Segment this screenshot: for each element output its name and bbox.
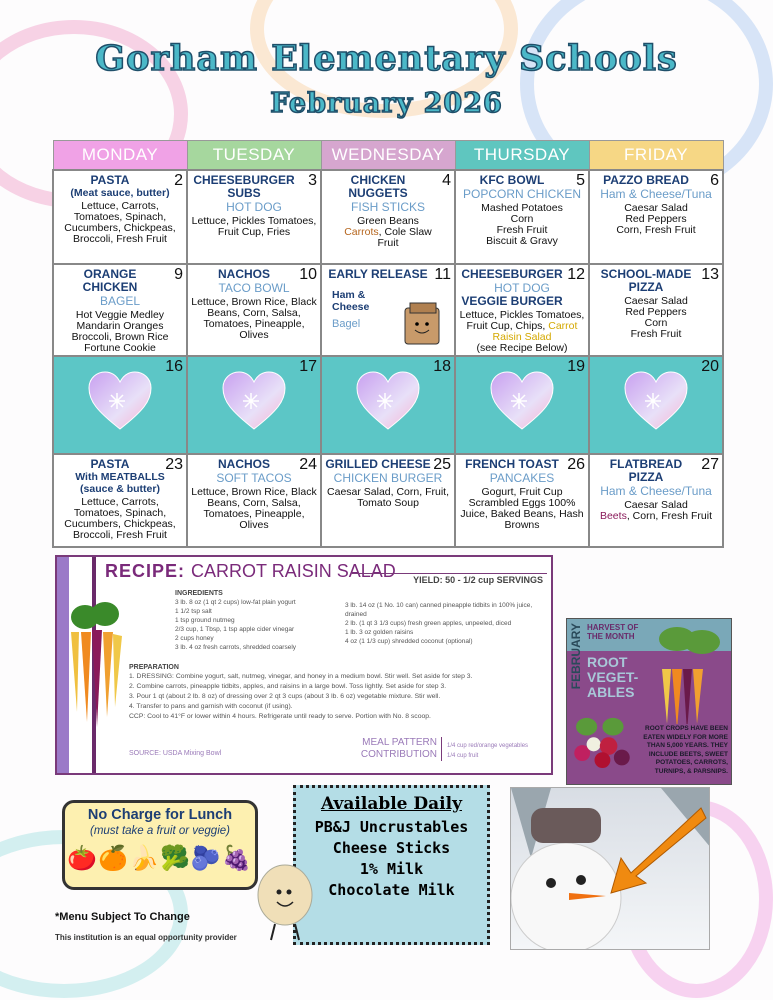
day-number: 16 [165,358,183,375]
ingredient: 3 lb. 14 oz (1 No. 10 can) canned pineapple tidbits in 100% juice, drained [345,602,533,618]
no-charge-title: No Charge for Lunch [87,807,233,823]
entree-name: CHEESEBURGER SUBS [193,173,295,200]
side-dishes [56,310,184,354]
side-item: Mashed Potatoes [481,202,563,214]
side-dishes [56,497,184,541]
harvest-month: FEBRUARY [569,623,583,690]
alternate-entree: FISH STICKS [350,200,425,214]
entree-detail: Ham & Cheese [332,289,370,313]
alternate-entree: SOFT TACOS [216,471,292,485]
entree-name: CHICKEN NUGGETS [348,173,408,200]
harvest-label: HARVEST OF THE MONTH [587,623,639,641]
day-number: 25 [433,456,451,473]
day-header-tuesday: TUESDAY [187,141,321,171]
side-item: Hot Veggie Medley [75,309,165,321]
available-daily-box [293,785,490,945]
day-cell [321,264,455,356]
side-item: , Cole Slaw [378,226,432,238]
cookie-character-icon [255,860,315,945]
available-item: PB&J Uncrustables [314,818,469,836]
side-item: Caesar Salad [624,499,688,511]
preparation-step: 1. DRESSING: Combine yogurt, salt, nutmeg, vinegar, and honey in a medium bowl. Stir well. Set aside for step 3. [129,673,473,680]
side-item: Fresh Fruit [496,224,548,236]
snowman-photo [510,787,710,950]
day-number: 11 [434,266,451,283]
side-item: Caesar Salad [624,295,688,307]
side-item: Red Peppers [625,306,687,318]
harvest-of-the-month-poster [566,618,732,785]
entree-name: PAZZO BREAD [603,173,689,187]
ingredient: 1 lb. 3 oz golden raisins [345,629,414,636]
side-line [458,343,586,354]
day-cell [321,356,455,454]
day-number: 20 [701,358,719,375]
day-header-monday: MONDAY [53,141,187,171]
side-dishes [190,216,318,238]
entree-detail: With MEATBALLS [75,471,165,483]
day-cell [455,454,589,547]
side-dishes [592,203,720,236]
fruit-veggie-icon: 🍊 [98,845,130,872]
harvest-title: ROOT VEGET-ABLES [587,654,639,700]
side-line [324,487,452,509]
side-line [458,236,586,247]
ingredients-right [345,601,545,646]
day-number: 3 [308,172,317,189]
snowflake-heart-icon [489,371,555,431]
menu-calendar [52,140,724,548]
entree-name: ORANGE CHICKEN [82,267,138,294]
snowflake-heart-icon [221,371,287,431]
side-dishes [190,297,318,341]
fruit-veggie-icon: 🫐 [190,845,222,872]
day-cell [589,356,723,454]
ingredient: 2/3 cup, 1 Tbsp, 1 tsp apple cider vinegar [175,626,295,633]
alternate-entree: HOT DOG [226,200,282,214]
side-line [458,487,586,531]
side-dishes [458,203,586,247]
day-cell [455,356,589,454]
side-dishes [592,296,720,340]
side-line [190,487,318,531]
school-title: Gorham Elementary Schools [95,38,678,79]
available-title: Available Daily [321,794,462,814]
meal-pattern-item: 1/4 cup red/orange vegetables [447,743,529,749]
alternate-entree: BAGEL [99,294,141,308]
side-item: , Corn, Fresh Fruit [626,510,713,522]
day-number: 24 [299,456,317,473]
ingredient: 3 lb. 8 oz (1 qt 2 cups) low-fat plain yogurt [175,599,296,606]
entree-name: GRILLED CHEESE [325,457,431,471]
entree-name: CHEESEBURGER [461,267,563,281]
preparation-heading: PREPARATION [129,664,179,671]
recipe-yield: YIELD: 50 - 1/2 cup SERVINGS [413,575,543,585]
preparation-step: CCP: Cool to 41°F or lower within 4 hours. Refrigerate until ready to serve. Portion with No. 8 scoop. [129,713,431,720]
side-item: Caesar Salad, Corn, Fruit, Tomato Soup [327,486,449,509]
side-line [592,329,720,340]
day-header-thursday: THURSDAY [455,141,589,171]
snowflake-heart-icon [623,371,689,431]
day-number: 4 [442,172,451,189]
day-number: 23 [165,456,183,473]
side-item: Carrot Raisin Salad [492,320,578,343]
harvest-text: ROOT CROPS HAVE BEEN EATEN WIDELY FOR MORE THAN 5,000 YEARS. THEY INCLUDE BEETS, SWEET POTATOES, CARROTS, TURNIPS, & PARSNIPS. [643,725,728,775]
ingredient: 1 tsp ground nutmeg [175,617,235,624]
side-item: Caesar Salad [624,202,688,214]
day-number: 10 [299,266,317,283]
side-item: Lettuce, Carrots, Tomatoes, Spinach, Cucumbers, Chickpeas, Broccoli, Fresh Fruit [64,200,176,245]
meal-pattern-label: MEAL PATTERN CONTRIBUTION [357,737,442,761]
alternate-entree: HOT DOG [494,281,550,295]
day-cell [589,170,723,264]
menu-change-note: *Menu Subject To Change [55,911,190,923]
side-item: Fruit [377,237,399,249]
ingredient: 1 1/2 tsp salt [175,608,212,615]
side-item: Biscuit & Gravy [486,235,558,247]
available-item: 1% Milk [359,860,424,878]
entree-name: FLATBREAD PIZZA [609,457,683,484]
month-title: February 2026 [270,88,503,119]
snowflake-heart-icon [87,371,153,431]
side-item: Red Peppers [625,213,687,225]
alternate-entree: PANCAKES [489,471,555,485]
ingredient: 2 lb. (1 qt 3 1/3 cups) fresh green apples, unpeeled, diced [345,620,512,627]
day-number: 2 [174,172,183,189]
alternate-entree: CHICKEN BURGER [333,471,443,485]
side-item: Corn, Fresh Fruit [616,224,696,236]
alternate-entree: Ham & Cheese/Tuna [600,187,712,201]
lunch-bag-icon [402,302,442,349]
day-number: 13 [701,266,719,283]
carrots-illustration-icon [647,624,727,724]
day-cell [187,264,321,356]
entree-name: NACHOS [217,267,270,281]
entree-detail: (sauce & butter) [80,483,160,495]
side-line [56,497,184,541]
entree-name: VEGGIE BURGER [461,294,563,308]
ingredients-left [175,589,340,652]
side-item: Lettuce, Pickles Tomatoes, Fruit Cup, Fries [191,215,317,238]
day-header-wednesday: WEDNESDAY [321,141,455,171]
ingredients-heading: INGREDIENTS [175,590,223,597]
alternate-entree: TACO BOWL [218,281,290,295]
side-item: Lettuce, Pickles Tomatoes, Fruit Cup, Chips, [459,309,585,332]
day-cell [589,264,723,356]
day-cell [455,170,589,264]
day-cell [53,454,187,547]
day-cell [187,454,321,547]
preparation [129,663,549,722]
entree-name: KFC BOWL [479,173,545,187]
fruit-veggie-icon: 🍌 [129,845,160,872]
side-line [592,511,720,522]
divider [352,573,547,574]
side-item: Lettuce, Brown Rice, Black Beans, Corn, Salsa, Tomatoes, Pineapple, Olives [191,486,317,531]
day-cell [321,454,455,547]
meal-pattern-item: 1/4 cup fruit [447,753,479,759]
day-cell [455,264,589,356]
preparation-step: 4. Transfer to pans and garnish with coconut (if using). [129,703,293,710]
side-item: Corn [644,317,668,329]
side-item: (see Recipe Below) [476,342,568,354]
side-item: Carrots [344,226,379,238]
day-number: 18 [433,358,451,375]
preparation-step: 2. Combine carrots, pineapple tidbits, apples, and raisins in a large bowl. Toss lightly. Set aside for step 3. [129,683,447,690]
side-item: Lettuce, Carrots, Tomatoes, Spinach, Cucumbers, Chickpeas, Broccoli, Fresh Fruit [64,496,176,541]
side-dishes [458,310,586,354]
alternate-entree: Bagel [332,318,361,330]
day-header-friday: FRIDAY [589,141,723,171]
day-number: 17 [299,358,317,375]
fruit-veggie-icon: 🍇 [221,845,253,872]
side-item: Fresh Fruit [630,328,682,340]
day-cell [53,170,187,264]
day-cell [187,356,321,454]
side-line [592,225,720,236]
side-item: Lettuce, Brown Rice, Black Beans, Corn, Salsa, Tomatoes, Pineapple, Olives [191,296,317,341]
day-number: 26 [567,456,585,473]
available-item: Chocolate Milk [328,881,455,899]
entree-detail: (Meat sauce, butter) [70,187,170,199]
no-charge-lunch-box [62,800,258,890]
day-cell [53,356,187,454]
recipe-source: SOURCE: USDA Mixing Bowl [129,750,222,757]
recipe-label: RECIPE: [105,561,186,581]
side-dishes [56,201,184,245]
side-line [324,238,452,249]
side-line [458,310,586,343]
day-number: 19 [567,358,585,375]
side-item: Mandarin Oranges [76,320,164,332]
side-item: Broccoli, Brown Rice [71,331,169,343]
day-cell [589,454,723,547]
side-item: Corn [510,213,534,225]
entree-name: EARLY RELEASE [328,267,428,281]
no-charge-subtitle: (must take a fruit or veggie) [90,825,230,837]
day-number: 27 [701,456,719,473]
entree-name: SCHOOL-MADE PIZZA [600,267,692,294]
side-dishes [190,487,318,531]
day-number: 5 [576,172,585,189]
side-dishes [458,487,586,531]
ingredient: 2 cups honey [175,635,214,642]
fruit-veggie-icon: 🥦 [160,845,191,872]
snowflake-heart-icon [355,371,421,431]
side-line [56,343,184,354]
side-line [56,201,184,245]
entree-name: PASTA [90,173,130,187]
radishes-illustration-icon [569,714,635,779]
day-cell [187,170,321,264]
entree-name: FRENCH TOAST [465,457,559,471]
alternate-entree: POPCORN CHICKEN [462,187,581,201]
meal-pattern-list [447,741,528,761]
side-dishes [324,487,452,509]
side-line [190,216,318,238]
entree-name: NACHOS [217,457,270,471]
alternate-entree: Ham & Cheese/Tuna [600,484,712,498]
preparation-step: 3. Pour 1 qt (about 2 lb. 8 oz) of dressing over 2 qt 3 cups (about 3 lb. 6 oz) vegetable mixture. Stir well. [129,693,441,700]
side-dishes [324,216,452,249]
side-item: Fortune Cookie [84,342,156,354]
available-item: Cheese Sticks [332,839,451,857]
day-number: 12 [567,266,585,283]
side-item: Beets [599,510,627,522]
recipe-card [55,555,553,775]
fruit-veggie-icon: 🍅 [67,845,99,872]
day-cell [321,170,455,264]
day-number: 9 [174,266,183,283]
ingredient: 4 oz (1 1/3 cup) shredded coconut (optional) [345,638,473,645]
side-item: Green Beans [357,215,419,227]
day-number: 6 [710,172,719,189]
ingredient: 3 lb. 4 oz fresh carrots, shredded coarsely [175,644,297,651]
side-line [190,297,318,341]
recipe-name: CARROT RAISIN SALAD [191,561,396,581]
side-dishes [592,500,720,522]
entree-name: PASTA [90,457,130,471]
carrots-illustration-icon [65,602,125,722]
day-cell [53,264,187,356]
equal-opportunity-statement: This institution is an equal opportunity provider [55,933,237,942]
side-item: Gogurt, Fruit Cup Scrambled Eggs 100% Juice, Baked Beans, Hash Browns [460,486,584,531]
